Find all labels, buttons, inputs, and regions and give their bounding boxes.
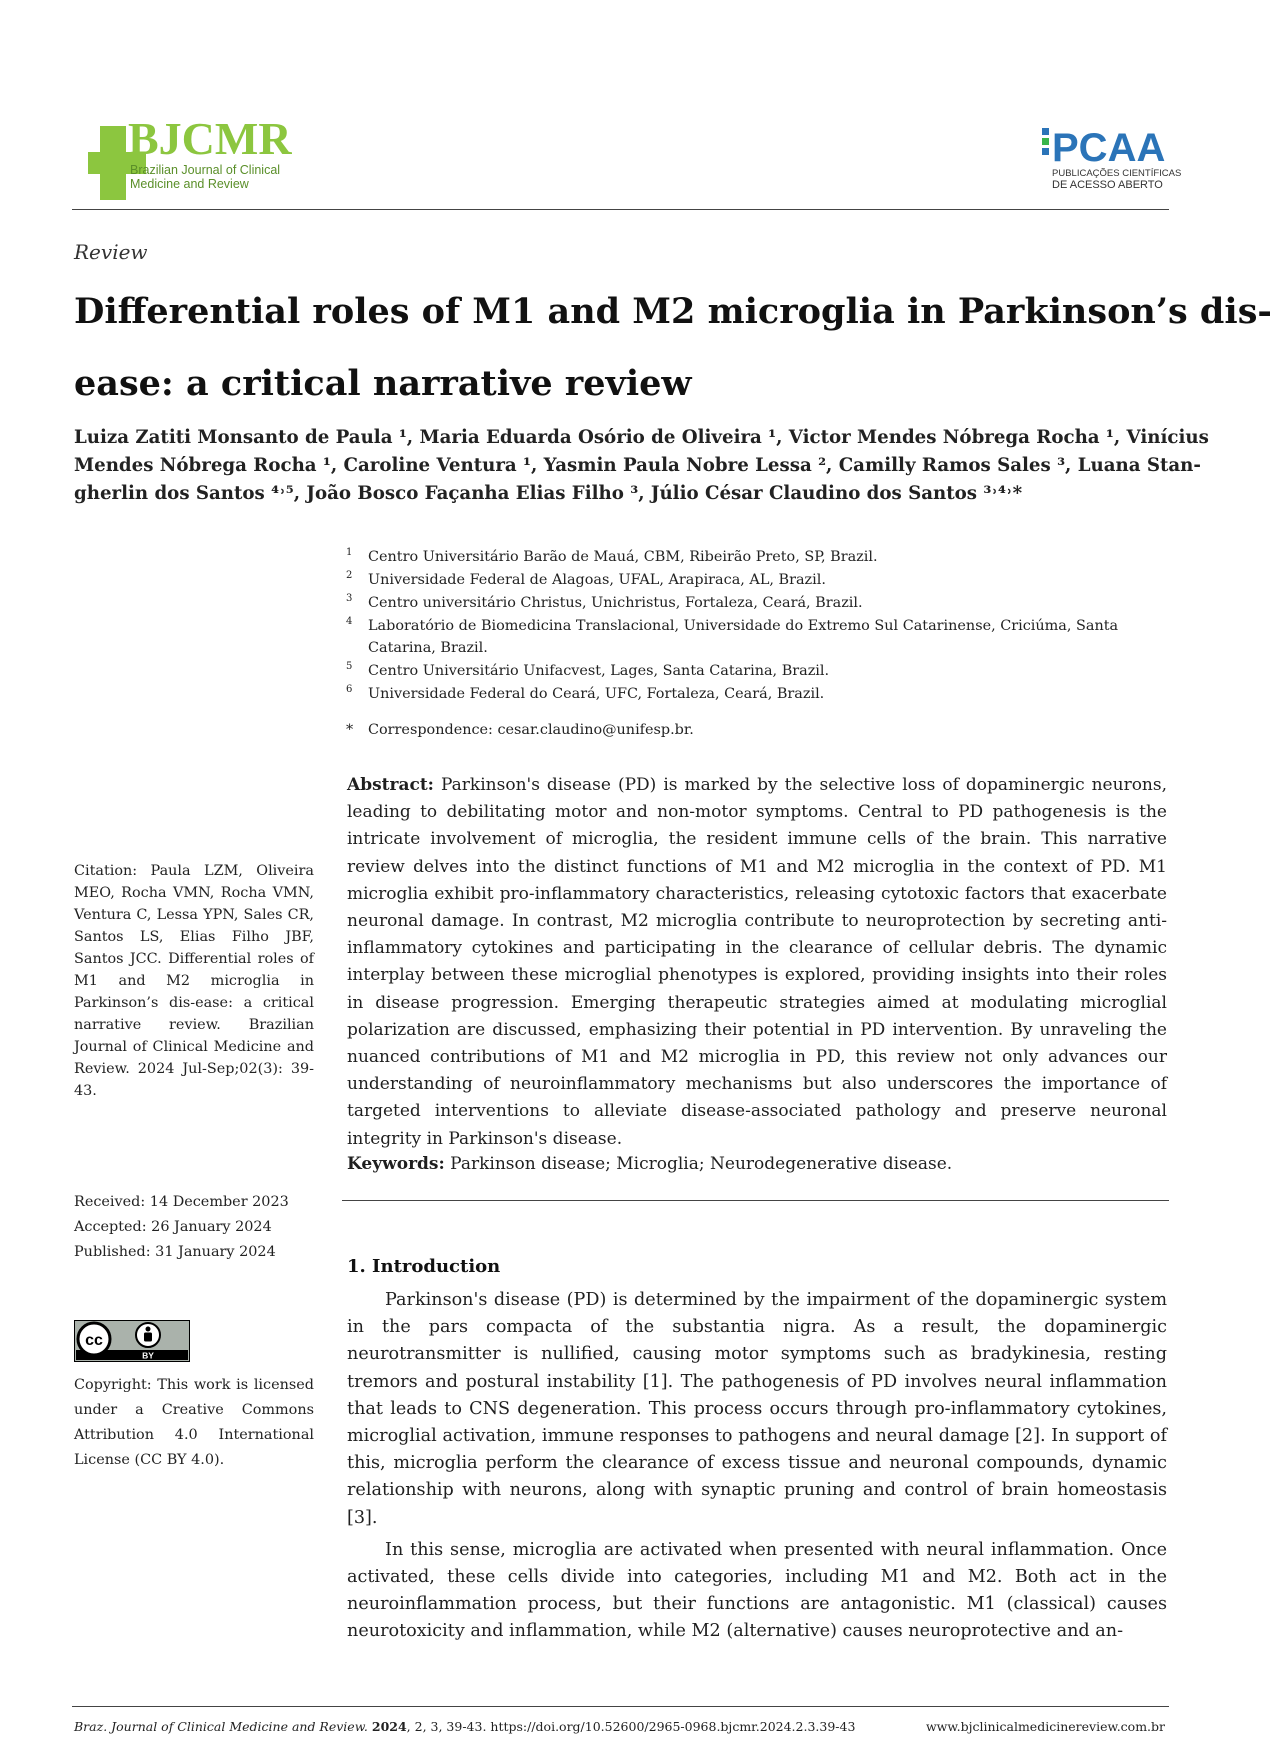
affiliation-item — [346, 660, 1156, 682]
paragraph: In this sense, microglia are activated when presented with neural inflammation. Once activated, these cells divide into categories, including M1 and M2. Both act in the neuroinflammation process, but their functions are antagonistic. M1 (classical) causes neurotoxicity and inflammation, while M2 (alternative) causes neuroprotective and an- — [347, 1539, 1167, 1642]
affiliation-text: Laboratório de Biomedicina Translacional, Universidade do Extremo Sul Catarinense, Criciúma, Santa Catarina, Brazil. — [368, 618, 1119, 656]
cc-by-license-badge[interactable] — [74, 1320, 190, 1362]
affiliation-item — [346, 569, 1156, 591]
abstract-divider — [342, 1200, 1169, 1201]
copyright-notice: Copyright: This work is licensed under a Creative Commons Attribution 4.0 International License (CC BY 4.0). — [74, 1377, 314, 1468]
affiliation-item — [346, 546, 1156, 568]
affiliation-text: Universidade Federal de Alagoas, UFAL, Arapiraca, AL, Brazil. — [368, 572, 826, 588]
affiliation-list — [346, 546, 1156, 741]
publisher-line2: DE ACESSO ABERTO — [1052, 179, 1163, 191]
introduction-body — [347, 1287, 1167, 1651]
footer-doi[interactable]: , 2, 3, 39-43. https://doi.org/10.52600/2965-0968.bjcmr.2024.2.3.39-43 — [406, 1719, 856, 1734]
affiliation-item — [346, 683, 1156, 705]
affiliation-item — [346, 592, 1156, 614]
publication-dates — [74, 1190, 289, 1265]
abstract-text: Parkinson's disease (PD) is marked by the selective loss of dopaminergic neurons, leading to debilitating motor and non-motor symptoms. Central to PD pathogenesis is the intricate involvement of microglia, the resident immune cells of the brain. This narrative review delves into the distinct functions of M1 and M2 microglia in the context of PD. M1 microglia exhibit pro-inflammatory characteristics, releasing cytotoxic factors that exacerbate neuronal damage. In contrast, M2 microglia contribute to neuroprotection by secreting anti-inflammatory cytokines and participating in the clearance of cellular debris. The dynamic interplay between these microglial phenotypes is explored, providing insights into their roles in disease progression. Emerging therapeutic strategies aimed at modulating microglial polarization are discussed, emphasizing their potential in PD intervention. By unraveling the nuanced contributions of M1 and M2 microglia in PD, this review not only advances our understanding of neuroinflammatory mechanisms but also underscores the importance of targeted interventions to alleviate disease-associated pathology and preserve neuronal integrity in Parkinson's disease. — [347, 775, 1168, 1149]
affiliation-item — [346, 615, 1156, 659]
author-list — [74, 424, 1209, 508]
correspondence-text[interactable]: Correspondence: cesar.claudino@unifesp.br. — [368, 722, 694, 738]
page-title — [74, 276, 1272, 420]
keywords-text: Parkinson disease; Microglia; Neurodegenerative disease. — [450, 1154, 953, 1174]
author-line: gherlin dos Santos ⁴˒⁵, João Bosco Façanha Elias Filho ³, Júlio César Claudino dos Santos ³˒⁴˒* — [74, 483, 1023, 504]
paragraph: Parkinson's disease (PD) is determined by the impairment of the dopaminergic system in the pars compacta of the substantia nigra. As a result, the dopaminergic neurotransmitter is nullified, causing motor symptoms such as bradykinesia, resting tremors and postural instability [1]. The pathogenesis of PD involves neural inflammation that leads to CNS degeneration. This process occurs through pro-inflammatory cytokines, microglial activation, immune responses to pathogens and neural damage [2]. In support of this, microglia perform the clearance of excess tissue and neuronal compounds, dynamic relationship with neurons, along with synaptic pruning and control of brain homeostasis [3]. — [347, 1290, 1167, 1528]
header-divider — [72, 209, 1169, 210]
affiliation-number: 5 — [346, 661, 353, 672]
publisher-acronym: PCAA — [1052, 126, 1166, 170]
title-line: Differential roles of M1 and M2 microglia in Parkinson’s dis- — [74, 291, 1272, 332]
accepted-date: Accepted: 26 January 2024 — [74, 1219, 272, 1235]
logo-name-line1: Brazilian Journal of Clinical — [130, 163, 281, 177]
section-heading: 1. Introduction — [347, 1256, 501, 1277]
received-date: Received: 14 December 2023 — [74, 1194, 289, 1210]
correspondence-marker: * — [346, 722, 354, 738]
affiliation-text: Centro universitário Christus, Unichristus, Fortaleza, Ceará, Brazil. — [368, 595, 863, 611]
citation: Citation: Paula LZM, Oliveira MEO, Rocha VMN, Rocha VMN, Ventura C, Lessa YPN, Sales CR, Santos LS, Elias Filho JBF, Santos JCC. Differential roles of M1 and M2 microglia in Parkinson’s dis-ease: a critical narrative review. Brazilian Journal of Clinical Medicine and Review. 2024 Jul-Sep;02(3): 39-43. — [74, 863, 314, 1099]
affiliation-text: Universidade Federal do Ceará, UFC, Fortaleza, Ceará, Brazil. — [368, 686, 825, 702]
logo-acronym: BJCMR — [128, 113, 292, 164]
affiliation-text: Centro Universitário Barão de Mauá, CBM, Ribeirão Preto, SP, Brazil. — [368, 549, 878, 565]
footer-divider — [72, 1706, 1169, 1707]
keywords — [347, 1154, 1167, 1174]
publisher-line1: PUBLICAÇÕES CIENTÍFICAS — [1052, 168, 1182, 179]
footer-year: 2024 — [371, 1719, 407, 1734]
author-line: Luiza Zatiti Monsanto de Paula ¹, Maria Eduarda Osório de Oliveira ¹, Victor Mendes Nóbrega Rocha ¹, Vinícius — [74, 427, 1209, 448]
article-type: Review — [74, 240, 148, 264]
affiliation-number: 3 — [346, 593, 353, 604]
abstract-label: Abstract: — [347, 775, 434, 795]
affiliation-number: 4 — [346, 616, 353, 627]
footer-citation — [74, 1719, 855, 1734]
affiliation-number: 1 — [346, 547, 353, 558]
author-line: Mendes Nóbrega Rocha ¹, Caroline Ventura ¹, Yasmin Paula Nobre Lessa ², Camilly Ramos Sales ³, Luana Stan- — [74, 455, 1201, 476]
abstract — [347, 772, 1167, 1153]
logo-name-line2: Medicine and Review — [130, 177, 249, 191]
footer-website[interactable]: www.bjclinicalmedicinereview.com.br — [925, 1719, 1165, 1734]
keywords-label: Keywords: — [347, 1154, 445, 1174]
title-line: ease: a critical narrative review — [74, 363, 692, 404]
affiliation-number: 2 — [346, 570, 353, 581]
affiliation-text: Centro Universitário Unifacvest, Lages, Santa Catarina, Brazil. — [368, 663, 830, 679]
correspondence — [346, 719, 1156, 741]
journal-logo — [88, 114, 328, 200]
published-date: Published: 31 January 2024 — [74, 1244, 276, 1260]
footer-journal: Braz. Journal of Clinical Medicine and Review. — [74, 1719, 368, 1734]
affiliation-number: 6 — [346, 684, 353, 695]
by-text: BY — [142, 1350, 154, 1361]
publisher-logo — [1040, 116, 1182, 196]
cc-text: cc — [85, 1332, 103, 1349]
